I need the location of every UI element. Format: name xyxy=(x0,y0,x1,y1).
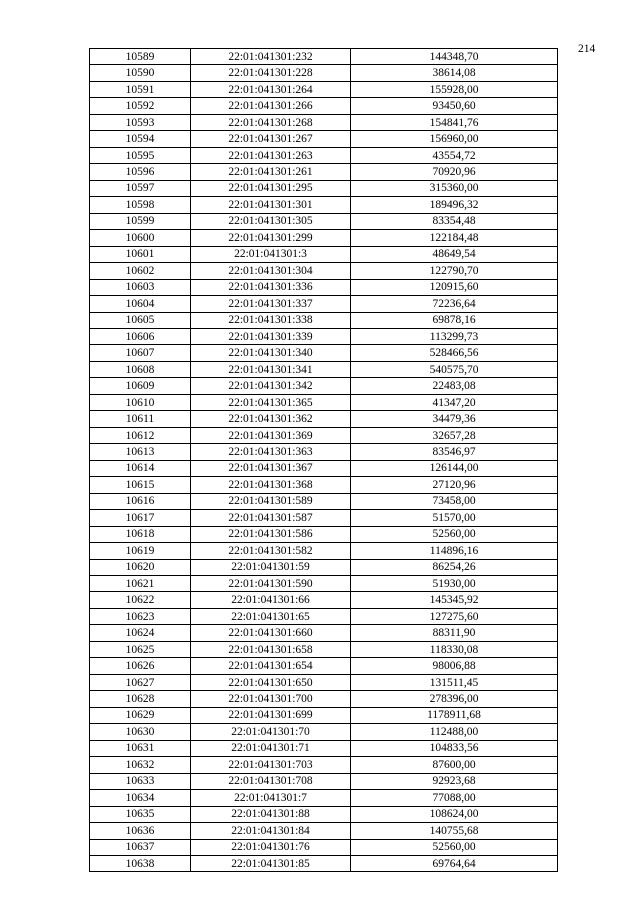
row-number-cell: 10633 xyxy=(90,773,191,789)
value-cell: 70920,96 xyxy=(351,164,558,180)
row-number-cell: 10634 xyxy=(90,790,191,806)
value-cell: 51930,00 xyxy=(351,576,558,592)
row-number-cell: 10592 xyxy=(90,98,191,114)
table-row xyxy=(90,147,558,163)
row-number-cell: 10626 xyxy=(90,658,191,674)
table-body xyxy=(90,49,558,872)
cadastral-number-cell: 22:01:041301:59 xyxy=(191,559,351,575)
cadastral-number-cell: 22:01:041301:339 xyxy=(191,328,351,344)
cadastral-number-cell: 22:01:041301:295 xyxy=(191,180,351,196)
table-row xyxy=(90,625,558,641)
row-number-cell: 10593 xyxy=(90,114,191,130)
value-cell: 52560,00 xyxy=(351,526,558,542)
cadastral-number-cell: 22:01:041301:658 xyxy=(191,641,351,657)
row-number-cell: 10595 xyxy=(90,147,191,163)
table-row xyxy=(90,246,558,262)
cadastral-number-cell: 22:01:041301:336 xyxy=(191,279,351,295)
table-row xyxy=(90,757,558,773)
table-row xyxy=(90,114,558,130)
table-row xyxy=(90,477,558,493)
cadastral-number-cell: 22:01:041301:341 xyxy=(191,361,351,377)
row-number-cell: 10615 xyxy=(90,477,191,493)
row-number-cell: 10605 xyxy=(90,312,191,328)
table-row xyxy=(90,674,558,690)
table-row xyxy=(90,65,558,81)
table-row xyxy=(90,411,558,427)
value-cell: 1178911,68 xyxy=(351,707,558,723)
table-row xyxy=(90,691,558,707)
cadastral-number-cell: 22:01:041301:232 xyxy=(191,49,351,65)
row-number-cell: 10594 xyxy=(90,131,191,147)
cadastral-number-cell: 22:01:041301:700 xyxy=(191,691,351,707)
table-row xyxy=(90,823,558,839)
table-row xyxy=(90,559,558,575)
value-cell: 113299,73 xyxy=(351,328,558,344)
table-row xyxy=(90,493,558,509)
row-number-cell: 10628 xyxy=(90,691,191,707)
page-number: 214 xyxy=(578,43,596,55)
row-number-cell: 10609 xyxy=(90,378,191,394)
row-number-cell: 10622 xyxy=(90,592,191,608)
cadastral-number-cell: 22:01:041301:267 xyxy=(191,131,351,147)
table-row xyxy=(90,197,558,213)
value-cell: 69878,16 xyxy=(351,312,558,328)
table-row xyxy=(90,328,558,344)
table-row xyxy=(90,740,558,756)
cadastral-number-cell: 22:01:041301:261 xyxy=(191,164,351,180)
value-cell: 144348,70 xyxy=(351,49,558,65)
value-cell: 22483,08 xyxy=(351,378,558,394)
row-number-cell: 10635 xyxy=(90,806,191,822)
row-number-cell: 10621 xyxy=(90,576,191,592)
cadastral-number-cell: 22:01:041301:71 xyxy=(191,740,351,756)
cadastral-number-cell: 22:01:041301:650 xyxy=(191,674,351,690)
cadastral-number-cell: 22:01:041301:299 xyxy=(191,230,351,246)
table-row xyxy=(90,378,558,394)
value-cell: 86254,26 xyxy=(351,559,558,575)
value-cell: 34479,36 xyxy=(351,411,558,427)
cadastral-number-cell: 22:01:041301:76 xyxy=(191,839,351,855)
row-number-cell: 10623 xyxy=(90,608,191,624)
table-row xyxy=(90,576,558,592)
value-cell: 118330,08 xyxy=(351,641,558,657)
row-number-cell: 10597 xyxy=(90,180,191,196)
value-cell: 98006,88 xyxy=(351,658,558,674)
row-number-cell: 10638 xyxy=(90,855,191,871)
cadastral-number-cell: 22:01:041301:362 xyxy=(191,411,351,427)
cadastral-number-cell: 22:01:041301:586 xyxy=(191,526,351,542)
cadastral-number-cell: 22:01:041301:65 xyxy=(191,608,351,624)
cadastral-number-cell: 22:01:041301:85 xyxy=(191,855,351,871)
value-cell: 315360,00 xyxy=(351,180,558,196)
table-row xyxy=(90,394,558,410)
cadastral-number-cell: 22:01:041301:228 xyxy=(191,65,351,81)
cadastral-number-cell: 22:01:041301:305 xyxy=(191,213,351,229)
row-number-cell: 10589 xyxy=(90,49,191,65)
value-cell: 155928,00 xyxy=(351,81,558,97)
table-row xyxy=(90,131,558,147)
row-number-cell: 10611 xyxy=(90,411,191,427)
value-cell: 120915,60 xyxy=(351,279,558,295)
value-cell: 528466,56 xyxy=(351,345,558,361)
value-cell: 140755,68 xyxy=(351,823,558,839)
value-cell: 122790,70 xyxy=(351,263,558,279)
value-cell: 27120,96 xyxy=(351,477,558,493)
cadastral-number-cell: 22:01:041301:304 xyxy=(191,263,351,279)
cadastral-number-cell: 22:01:041301:369 xyxy=(191,427,351,443)
cadastral-number-cell: 22:01:041301:708 xyxy=(191,773,351,789)
cadastral-number-cell: 22:01:041301:587 xyxy=(191,510,351,526)
row-number-cell: 10630 xyxy=(90,724,191,740)
cadastral-number-cell: 22:01:041301:582 xyxy=(191,543,351,559)
value-cell: 52560,00 xyxy=(351,839,558,855)
cadastral-number-cell: 22:01:041301:365 xyxy=(191,394,351,410)
cadastral-number-cell: 22:01:041301:264 xyxy=(191,81,351,97)
table-row xyxy=(90,361,558,377)
value-cell: 32657,28 xyxy=(351,427,558,443)
value-cell: 145345,92 xyxy=(351,592,558,608)
cadastral-number-cell: 22:01:041301:660 xyxy=(191,625,351,641)
value-cell: 278396,00 xyxy=(351,691,558,707)
row-number-cell: 10604 xyxy=(90,296,191,312)
row-number-cell: 10619 xyxy=(90,543,191,559)
cadastral-number-cell: 22:01:041301:654 xyxy=(191,658,351,674)
cadastral-number-cell: 22:01:041301:590 xyxy=(191,576,351,592)
table-row xyxy=(90,855,558,871)
cadastral-number-cell: 22:01:041301:266 xyxy=(191,98,351,114)
value-cell: 88311,90 xyxy=(351,625,558,641)
value-cell: 87600,00 xyxy=(351,757,558,773)
cadastral-number-cell: 22:01:041301:70 xyxy=(191,724,351,740)
row-number-cell: 10632 xyxy=(90,757,191,773)
table-row xyxy=(90,312,558,328)
value-cell: 114896,16 xyxy=(351,543,558,559)
row-number-cell: 10606 xyxy=(90,328,191,344)
value-cell: 156960,00 xyxy=(351,131,558,147)
table-row xyxy=(90,658,558,674)
value-cell: 126144,00 xyxy=(351,460,558,476)
table-row xyxy=(90,427,558,443)
table-row xyxy=(90,444,558,460)
cadastral-number-cell: 22:01:041301:340 xyxy=(191,345,351,361)
row-number-cell: 10629 xyxy=(90,707,191,723)
cadastral-number-cell: 22:01:041301:88 xyxy=(191,806,351,822)
row-number-cell: 10616 xyxy=(90,493,191,509)
table-row xyxy=(90,230,558,246)
cadastral-number-cell: 22:01:041301:368 xyxy=(191,477,351,493)
row-number-cell: 10591 xyxy=(90,81,191,97)
value-cell: 43554,72 xyxy=(351,147,558,163)
cadastral-number-cell: 22:01:041301:263 xyxy=(191,147,351,163)
row-number-cell: 10602 xyxy=(90,263,191,279)
row-number-cell: 10627 xyxy=(90,674,191,690)
value-cell: 51570,00 xyxy=(351,510,558,526)
table-row xyxy=(90,526,558,542)
cadastral-number-cell: 22:01:041301:84 xyxy=(191,823,351,839)
cadastral-number-cell: 22:01:041301:301 xyxy=(191,197,351,213)
row-number-cell: 10631 xyxy=(90,740,191,756)
table-row xyxy=(90,279,558,295)
value-cell: 92923,68 xyxy=(351,773,558,789)
table-row xyxy=(90,543,558,559)
table-row xyxy=(90,81,558,97)
cadastral-number-cell: 22:01:041301:3 xyxy=(191,246,351,262)
cadastral-number-cell: 22:01:041301:66 xyxy=(191,592,351,608)
row-number-cell: 10637 xyxy=(90,839,191,855)
value-cell: 38614,08 xyxy=(351,65,558,81)
table-row xyxy=(90,98,558,114)
table-row xyxy=(90,345,558,361)
cadastral-number-cell: 22:01:041301:342 xyxy=(191,378,351,394)
cadastral-number-cell: 22:01:041301:268 xyxy=(191,114,351,130)
value-cell: 122184,48 xyxy=(351,230,558,246)
value-cell: 48649,54 xyxy=(351,246,558,262)
cadastral-number-cell: 22:01:041301:367 xyxy=(191,460,351,476)
cadastral-number-cell: 22:01:041301:699 xyxy=(191,707,351,723)
row-number-cell: 10624 xyxy=(90,625,191,641)
row-number-cell: 10614 xyxy=(90,460,191,476)
value-cell: 540575,70 xyxy=(351,361,558,377)
value-cell: 112488,00 xyxy=(351,724,558,740)
row-number-cell: 10590 xyxy=(90,65,191,81)
row-number-cell: 10617 xyxy=(90,510,191,526)
value-cell: 104833,56 xyxy=(351,740,558,756)
table-row xyxy=(90,213,558,229)
cadastral-number-cell: 22:01:041301:7 xyxy=(191,790,351,806)
cadastral-number-cell: 22:01:041301:703 xyxy=(191,757,351,773)
value-cell: 41347,20 xyxy=(351,394,558,410)
table-row xyxy=(90,164,558,180)
cadastral-number-cell: 22:01:041301:363 xyxy=(191,444,351,460)
value-cell: 73458,00 xyxy=(351,493,558,509)
row-number-cell: 10613 xyxy=(90,444,191,460)
row-number-cell: 10608 xyxy=(90,361,191,377)
row-number-cell: 10607 xyxy=(90,345,191,361)
table-row xyxy=(90,263,558,279)
value-cell: 189496,32 xyxy=(351,197,558,213)
table-row xyxy=(90,707,558,723)
table-row xyxy=(90,592,558,608)
row-number-cell: 10596 xyxy=(90,164,191,180)
row-number-cell: 10618 xyxy=(90,526,191,542)
row-number-cell: 10620 xyxy=(90,559,191,575)
cadastral-number-cell: 22:01:041301:589 xyxy=(191,493,351,509)
value-cell: 127275,60 xyxy=(351,608,558,624)
row-number-cell: 10610 xyxy=(90,394,191,410)
table-row xyxy=(90,180,558,196)
value-cell: 108624,00 xyxy=(351,806,558,822)
row-number-cell: 10599 xyxy=(90,213,191,229)
value-cell: 93450,60 xyxy=(351,98,558,114)
table-row xyxy=(90,641,558,657)
row-number-cell: 10600 xyxy=(90,230,191,246)
row-number-cell: 10612 xyxy=(90,427,191,443)
row-number-cell: 10601 xyxy=(90,246,191,262)
value-cell: 154841,76 xyxy=(351,114,558,130)
table-row xyxy=(90,510,558,526)
value-cell: 83546,97 xyxy=(351,444,558,460)
row-number-cell: 10603 xyxy=(90,279,191,295)
value-cell: 77088,00 xyxy=(351,790,558,806)
value-cell: 72236,64 xyxy=(351,296,558,312)
row-number-cell: 10598 xyxy=(90,197,191,213)
value-cell: 131511,45 xyxy=(351,674,558,690)
value-cell: 69764,64 xyxy=(351,855,558,871)
table-row xyxy=(90,790,558,806)
table-row xyxy=(90,296,558,312)
table-row xyxy=(90,724,558,740)
table-row xyxy=(90,460,558,476)
row-number-cell: 10625 xyxy=(90,641,191,657)
row-number-cell: 10636 xyxy=(90,823,191,839)
table-row xyxy=(90,839,558,855)
cadastral-number-cell: 22:01:041301:337 xyxy=(191,296,351,312)
cadastral-table xyxy=(89,48,558,872)
table-row xyxy=(90,773,558,789)
table-row xyxy=(90,608,558,624)
table-row xyxy=(90,49,558,65)
value-cell: 83354,48 xyxy=(351,213,558,229)
cadastral-number-cell: 22:01:041301:338 xyxy=(191,312,351,328)
table-row xyxy=(90,806,558,822)
